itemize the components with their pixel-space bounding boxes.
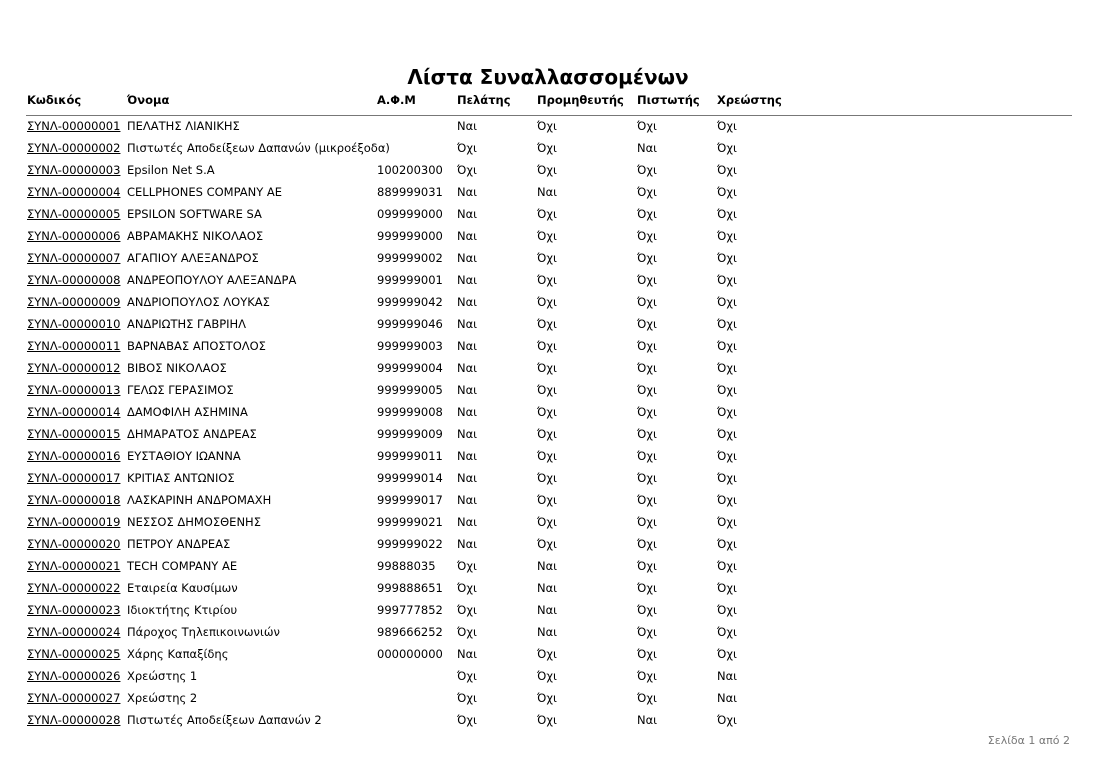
table-row [0,225,1094,247]
row-name: Πιστωτές Αποδείξεων Δαπανών 2 [127,713,322,727]
row-name: ΠΕΛΑΤΗΣ ΛΙΑΝΙΚΗΣ [127,119,240,133]
table-row [0,643,1094,665]
row-supplier: Όχι [537,471,557,485]
row-supplier: Όχι [537,361,557,375]
row-debtor: Όχι [717,471,737,485]
row-supplier: Όχι [537,141,557,155]
table-row [0,269,1094,291]
row-debtor: Όχι [717,515,737,529]
row-customer: Ναι [457,119,478,133]
row-name: ΔΑΜΟΦΙΛΗ ΑΣΗΜΙΝΑ [127,405,248,419]
row-name: ΑΝΔΡΕΟΠΟΥΛΟΥ ΑΛΕΞΑΝΔΡΑ [127,273,297,287]
row-afm: 100200300 [377,163,443,177]
row-debtor: Όχι [717,119,737,133]
column-header-afm: Α.Φ.Μ [377,93,416,107]
row-supplier: Ναι [537,603,558,617]
row-code-link[interactable]: ΣΥΝΛ-00000025 [27,647,121,661]
row-debtor: Όχι [717,163,737,177]
table-row [0,335,1094,357]
table-row [0,313,1094,335]
row-name: ΑΝΔΡΙΟΠΟΥΛΟΣ ΛΟΥΚΑΣ [127,295,270,309]
row-supplier: Ναι [537,625,558,639]
row-customer: Όχι [457,713,477,727]
row-creditor: Όχι [637,251,657,265]
row-code-link[interactable]: ΣΥΝΛ-00000002 [27,141,121,155]
column-header-debtor: Χρεώστης [717,93,782,107]
row-debtor: Ναι [717,691,738,705]
table-row [0,467,1094,489]
row-name: Εταιρεία Καυσίμων [127,581,238,595]
row-supplier: Όχι [537,119,557,133]
row-customer: Ναι [457,295,478,309]
column-header-supplier: Προμηθευτής [537,93,624,107]
row-code-link[interactable]: ΣΥΝΛ-00000012 [27,361,121,375]
row-customer: Ναι [457,647,478,661]
column-header-creditor: Πιστωτής [637,93,700,107]
row-code-link[interactable]: ΣΥΝΛ-00000022 [27,581,121,595]
row-debtor: Όχι [717,603,737,617]
row-debtor: Όχι [717,361,737,375]
row-debtor: Όχι [717,141,737,155]
row-creditor: Όχι [637,119,657,133]
row-creditor: Όχι [637,361,657,375]
row-customer: Ναι [457,339,478,353]
row-code-link[interactable]: ΣΥΝΛ-00000014 [27,405,121,419]
row-name: Χάρης Καπαξίδης [127,647,229,661]
row-name: Πιστωτές Αποδείξεων Δαπανών (μικροέξοδα) [127,141,390,155]
row-name: ΒΑΡΝΑΒΑΣ ΑΠΟΣΤΟΛΟΣ [127,339,266,353]
row-creditor: Όχι [637,449,657,463]
row-code-link[interactable]: ΣΥΝΛ-00000005 [27,207,121,221]
row-customer: Ναι [457,471,478,485]
row-afm: 999999021 [377,515,443,529]
row-afm: 999999000 [377,229,443,243]
row-debtor: Όχι [717,625,737,639]
row-debtor: Ναι [717,669,738,683]
row-debtor: Όχι [717,713,737,727]
row-code-link[interactable]: ΣΥΝΛ-00000026 [27,669,121,683]
row-supplier: Ναι [537,185,558,199]
row-code-link[interactable]: ΣΥΝΛ-00000015 [27,427,121,441]
row-debtor: Όχι [717,295,737,309]
row-debtor: Όχι [717,229,737,243]
row-supplier: Όχι [537,251,557,265]
row-debtor: Όχι [717,317,737,331]
row-name: Epsilon Net S.A [127,163,215,177]
row-customer: Ναι [457,251,478,265]
row-supplier: Όχι [537,515,557,529]
row-afm: 999999022 [377,537,443,551]
table-row [0,181,1094,203]
table-row [0,511,1094,533]
row-code-link[interactable]: ΣΥΝΛ-00000024 [27,625,121,639]
row-customer: Ναι [457,493,478,507]
row-afm: 999999005 [377,383,443,397]
row-code-link[interactable]: ΣΥΝΛ-00000021 [27,559,121,573]
table-row [0,489,1094,511]
row-name: Πάροχος Τηλεπικοινωνιών [127,625,280,639]
row-supplier: Όχι [537,537,557,551]
row-creditor: Όχι [637,493,657,507]
row-supplier: Ναι [537,581,558,595]
row-name: ΑΝΔΡΙΩΤΗΣ ΓΑΒΡΙΗΛ [127,317,247,331]
page-indicator: Σελίδα 1 από 2 [987,734,1070,747]
row-customer: Ναι [457,185,478,199]
row-supplier: Όχι [537,647,557,661]
row-supplier: Όχι [537,405,557,419]
row-creditor: Όχι [637,427,657,441]
table-row [0,379,1094,401]
row-customer: Ναι [457,229,478,243]
table-row [0,203,1094,225]
row-customer: Όχι [457,691,477,705]
row-creditor: Όχι [637,207,657,221]
row-name: ΓΕΛΩΣ ΓΕΡΑΣΙΜΟΣ [127,383,234,397]
row-code-link[interactable]: ΣΥΝΛ-00000020 [27,537,121,551]
column-header-customer: Πελάτης [457,93,511,107]
row-creditor: Όχι [637,229,657,243]
row-afm: 99888035 [377,559,436,573]
table-row [0,159,1094,181]
row-customer: Ναι [457,361,478,375]
row-creditor: Όχι [637,669,657,683]
table-row [0,621,1094,643]
row-supplier: Όχι [537,207,557,221]
row-creditor: Όχι [637,185,657,199]
row-afm: 999999008 [377,405,443,419]
row-code-link[interactable]: ΣΥΝΛ-00000023 [27,603,121,617]
column-header-name: Όνομα [127,93,170,107]
row-creditor: Όχι [637,515,657,529]
row-debtor: Όχι [717,647,737,661]
row-name: Χρεώστης 1 [127,669,198,683]
row-creditor: Όχι [637,317,657,331]
row-afm: 999999017 [377,493,443,507]
row-supplier: Όχι [537,669,557,683]
row-code-link[interactable]: ΣΥΝΛ-00000019 [27,515,121,529]
row-supplier: Όχι [537,427,557,441]
row-code-link[interactable]: ΣΥΝΛ-00000011 [27,339,121,353]
row-debtor: Όχι [717,207,737,221]
row-name: ΔΗΜΑΡΑΤΟΣ ΑΝΔΡΕΑΣ [127,427,257,441]
row-name: ΛΑΣΚΑΡΙΝΗ ΑΝΔΡΟΜΑΧΗ [127,493,272,507]
row-creditor: Όχι [637,383,657,397]
table-row [0,423,1094,445]
row-code-link[interactable]: ΣΥΝΛ-00000017 [27,471,121,485]
row-debtor: Όχι [717,559,737,573]
row-code-link[interactable]: ΣΥΝΛ-00000018 [27,493,121,507]
row-supplier: Όχι [537,229,557,243]
row-debtor: Όχι [717,339,737,353]
row-name: ΝΕΣΣΟΣ ΔΗΜΟΣΘΕΝΗΣ [127,515,261,529]
row-customer: Όχι [457,559,477,573]
row-name: ΒΙΒΟΣ ΝΙΚΟΛΑΟΣ [127,361,227,375]
row-supplier: Όχι [537,273,557,287]
row-afm: 099999000 [377,207,443,221]
column-header-code: Κωδικός [27,93,82,107]
row-creditor: Όχι [637,625,657,639]
table-row [0,445,1094,467]
row-creditor: Όχι [637,647,657,661]
row-code-link[interactable]: ΣΥΝΛ-00000009 [27,295,121,309]
row-code-link[interactable]: ΣΥΝΛ-00000007 [27,251,121,265]
row-customer: Ναι [457,273,478,287]
row-code-link[interactable]: ΣΥΝΛ-00000027 [27,691,121,705]
row-customer: Όχι [457,581,477,595]
row-name: TECH COMPANY AE [127,559,238,573]
row-code-link[interactable]: ΣΥΝΛ-00000001 [27,119,121,133]
row-supplier: Όχι [537,163,557,177]
row-afm: 999777852 [377,603,443,617]
row-name: EPSILON SOFTWARE SA [127,207,262,221]
row-supplier: Όχι [537,295,557,309]
row-afm: 999999046 [377,317,443,331]
row-creditor: Όχι [637,339,657,353]
row-debtor: Όχι [717,185,737,199]
row-code-link[interactable]: ΣΥΝΛ-00000004 [27,185,121,199]
row-name: ΠΕΤΡΟΥ ΑΝΔΡΕΑΣ [127,537,231,551]
row-creditor: Όχι [637,603,657,617]
row-afm: 889999031 [377,185,443,199]
table-row [0,533,1094,555]
row-creditor: Όχι [637,559,657,573]
row-afm: 999999001 [377,273,443,287]
row-debtor: Όχι [717,537,737,551]
row-afm: 999999003 [377,339,443,353]
row-afm: 999999042 [377,295,443,309]
row-name: ΕΥΣΤΑΘΙΟΥ ΙΩΑΝΝΑ [127,449,241,463]
row-creditor: Όχι [637,273,657,287]
row-supplier: Όχι [537,317,557,331]
row-customer: Όχι [457,163,477,177]
row-supplier: Όχι [537,493,557,507]
table-row [0,401,1094,423]
row-name: ΑΓΑΠΙΟΥ ΑΛΕΞΑΝΔΡΟΣ [127,251,259,265]
table-row [0,599,1094,621]
table-row [0,665,1094,687]
row-customer: Ναι [457,449,478,463]
row-creditor: Ναι [637,141,658,155]
row-customer: Ναι [457,383,478,397]
row-name: CELLPHONES COMPANY AE [127,185,283,199]
row-code-link[interactable]: ΣΥΝΛ-00000008 [27,273,121,287]
row-debtor: Όχι [717,383,737,397]
row-debtor: Όχι [717,427,737,441]
row-code-link[interactable]: ΣΥΝΛ-00000003 [27,163,121,177]
row-customer: Ναι [457,405,478,419]
row-debtor: Όχι [717,273,737,287]
table-row [0,291,1094,313]
table-row [0,247,1094,269]
row-code-link[interactable]: ΣΥΝΛ-00000006 [27,229,121,243]
row-afm: 000000000 [377,647,443,661]
row-debtor: Όχι [717,251,737,265]
row-creditor: Όχι [637,537,657,551]
row-afm: 989666252 [377,625,443,639]
row-debtor: Όχι [717,493,737,507]
row-creditor: Όχι [637,163,657,177]
row-creditor: Ναι [637,713,658,727]
row-creditor: Όχι [637,581,657,595]
row-supplier: Ναι [537,559,558,573]
row-debtor: Όχι [717,449,737,463]
table-row [0,577,1094,599]
row-creditor: Όχι [637,691,657,705]
row-customer: Όχι [457,603,477,617]
row-name: Ιδιοκτήτης Κτιρίου [127,603,238,617]
table-row [0,709,1094,731]
row-debtor: Όχι [717,405,737,419]
row-afm: 999999014 [377,471,443,485]
row-customer: Ναι [457,427,478,441]
row-code-link[interactable]: ΣΥΝΛ-00000016 [27,449,121,463]
row-afm: 999999011 [377,449,443,463]
row-creditor: Όχι [637,471,657,485]
table-row [0,137,1094,159]
row-creditor: Όχι [637,295,657,309]
row-supplier: Όχι [537,713,557,727]
row-afm: 999888651 [377,581,443,595]
table-row [0,687,1094,709]
row-supplier: Όχι [537,383,557,397]
row-name: Χρεώστης 2 [127,691,198,705]
table-row [0,555,1094,577]
report-title: Λίστα Συναλλασσομένων [407,65,689,89]
row-name: ΚΡΙΤΙΑΣ ΑΝΤΩΝΙΟΣ [127,471,235,485]
row-supplier: Όχι [537,691,557,705]
row-customer: Ναι [457,207,478,221]
row-customer: Ναι [457,515,478,529]
row-supplier: Όχι [537,449,557,463]
row-customer: Όχι [457,625,477,639]
row-afm: 999999009 [377,427,443,441]
row-debtor: Όχι [717,581,737,595]
row-code-link[interactable]: ΣΥΝΛ-00000010 [27,317,121,331]
row-name: ΑΒΡΑΜΑΚΗΣ ΝΙΚΟΛΑΟΣ [127,229,264,243]
row-customer: Ναι [457,317,478,331]
row-afm: 999999002 [377,251,443,265]
row-customer: Όχι [457,141,477,155]
row-code-link[interactable]: ΣΥΝΛ-00000028 [27,713,121,727]
row-customer: Όχι [457,669,477,683]
row-afm: 999999004 [377,361,443,375]
row-code-link[interactable]: ΣΥΝΛ-00000013 [27,383,121,397]
table-row [0,115,1094,137]
table-row [0,357,1094,379]
row-creditor: Όχι [637,405,657,419]
row-customer: Ναι [457,537,478,551]
row-supplier: Όχι [537,339,557,353]
transactor-table [0,115,1094,731]
